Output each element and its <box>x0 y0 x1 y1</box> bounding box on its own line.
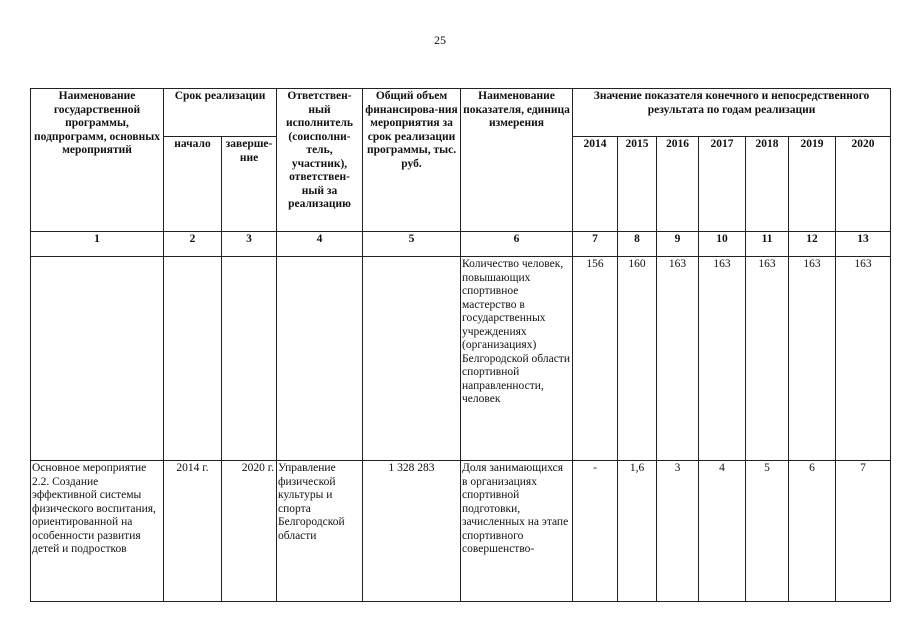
cell-end <box>222 257 277 461</box>
cell-value-2019: 6 <box>789 461 836 602</box>
cell-indicator: Доля занимающихся в организациях спортивной подготовки, зачисленных на этапе спортивного совершенство- <box>461 461 573 602</box>
cell-start: 2014 г. <box>164 461 222 602</box>
table-row <box>31 257 891 461</box>
header-end: заверше-ние <box>222 137 277 232</box>
header-period: Срок реализации <box>164 89 277 137</box>
cell-value-2015: 160 <box>618 257 657 461</box>
column-number: 9 <box>657 232 699 257</box>
cell-value-2014: - <box>573 461 618 602</box>
column-number: 11 <box>746 232 789 257</box>
table-row <box>31 461 891 602</box>
cell-funding: 1 328 283 <box>363 461 461 602</box>
cell-value-2019: 163 <box>789 257 836 461</box>
cell-value-2015: 1,6 <box>618 461 657 602</box>
header-indicator-values: Значение показателя конечного и непосредственного результата по годам реализации <box>573 89 891 137</box>
column-number: 2 <box>164 232 222 257</box>
cell-value-2014: 156 <box>573 257 618 461</box>
column-number: 13 <box>836 232 891 257</box>
cell-end: 2020 г. <box>222 461 277 602</box>
header-year: 2014 <box>573 137 618 232</box>
column-number-row <box>31 232 891 257</box>
column-number: 4 <box>277 232 363 257</box>
column-number: 1 <box>31 232 164 257</box>
cell-value-2016: 163 <box>657 257 699 461</box>
page-number: 25 <box>434 33 446 47</box>
header-year: 2018 <box>746 137 789 232</box>
column-number: 3 <box>222 232 277 257</box>
cell-value-2020: 7 <box>836 461 891 602</box>
header-year: 2015 <box>618 137 657 232</box>
program-table <box>30 88 891 602</box>
cell-start <box>164 257 222 461</box>
header-indicator: Наименование показателя, единица измерения <box>461 89 573 232</box>
header-year: 2019 <box>789 137 836 232</box>
cell-value-2016: 3 <box>657 461 699 602</box>
column-number: 7 <box>573 232 618 257</box>
column-number: 12 <box>789 232 836 257</box>
cell-executor: Управление физической культуры и спорта Белгородской области <box>277 461 363 602</box>
cell-value-2017: 163 <box>699 257 746 461</box>
header-year: 2017 <box>699 137 746 232</box>
header-year: 2016 <box>657 137 699 232</box>
cell-value-2018: 163 <box>746 257 789 461</box>
cell-funding <box>363 257 461 461</box>
cell-value-2017: 4 <box>699 461 746 602</box>
header-funding: Общий объем финансирова-ния мероприятия за срок реализации программы, тыс. руб. <box>363 89 461 232</box>
header-executor: Ответствен-ный исполнитель (соисполни-тель, участник), ответствен-ный за реализацию <box>277 89 363 232</box>
column-number: 10 <box>699 232 746 257</box>
cell-value-2018: 5 <box>746 461 789 602</box>
cell-program-name: Основное мероприятие 2.2. Создание эффективной системы физического воспитания, ориентированной на особенности развития детей и подростков <box>31 461 164 602</box>
header-year: 2020 <box>836 137 891 232</box>
column-number: 6 <box>461 232 573 257</box>
column-number: 5 <box>363 232 461 257</box>
cell-executor <box>277 257 363 461</box>
column-number: 8 <box>618 232 657 257</box>
cell-value-2020: 163 <box>836 257 891 461</box>
header-start: начало <box>164 137 222 232</box>
cell-indicator: Количество человек, повышающих спортивное мастерство в государственных учреждениях (организациях) Белгородской области спортивной направленности, человек <box>461 257 573 461</box>
header-program-name: Наименование государственной программы, подпрограмм, основных мероприятий <box>31 89 164 232</box>
cell-program-name <box>31 257 164 461</box>
